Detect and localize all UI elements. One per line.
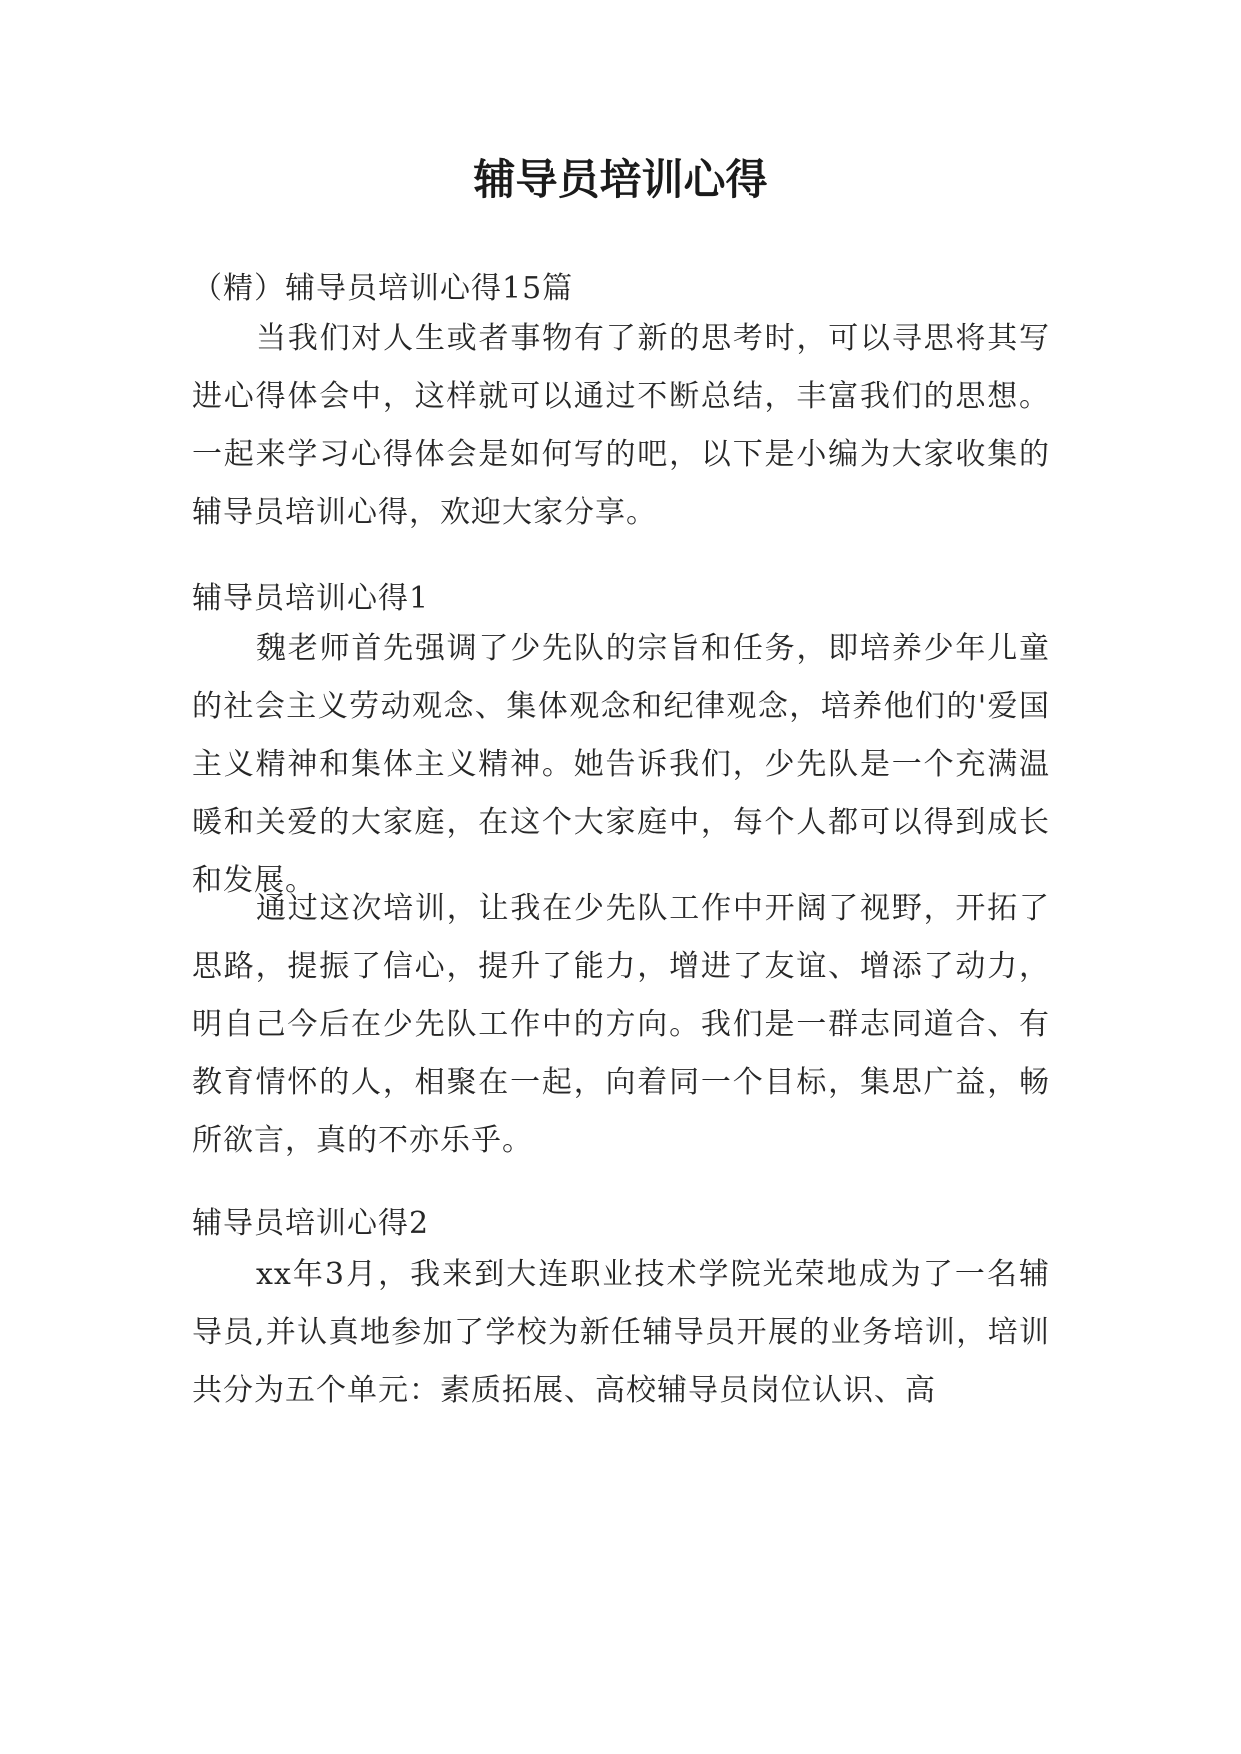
section-1-paragraph-2: 通过这次培训，让我在少先队工作中开阔了视野，开拓了思路，提振了信心，提升了能力，增进了友谊、增添了动力，明自己今后在少先队工作中的方向。我们是一群志同道合、有教育情怀的人，相聚在一起，向着同一个目标，集思广益，畅所欲言，真的不亦乐乎。 xyxy=(192,891,1050,1158)
document-subtitle: （精）辅导员培训心得15篇 xyxy=(192,271,574,306)
section-heading-1: 辅导员培训心得1 xyxy=(192,581,430,616)
section-heading-2: 辅导员培训心得2 xyxy=(192,1206,430,1241)
intro-paragraph: 当我们对人生或者事物有了新的思考时，可以寻思将其写进心得体会中，这样就可以通过不断总结，丰富我们的思想。一起来学习心得体会是如何写的吧，以下是小编为大家收集的辅导员培训心得，欢迎大家分享。 xyxy=(192,321,1050,530)
section-1-paragraph-1: 魏老师首先强调了少先队的宗旨和任务，即培养少年儿童的社会主义劳动观念、集体观念和纪律观念，培养他们的'爱国主义精神和集体主义精神。她告诉我们，少先队是一个充满温暖和关爱的大家庭，在这个大家庭中，每个人都可以得到成长和发展。 xyxy=(192,631,1050,898)
section-2-paragraph-1: xx年3月，我来到大连职业技术学院光荣地成为了一名辅导员,并认真地参加了学校为新任辅导员开展的业务培训，培训共分为五个单元：素质拓展、高校辅导员岗位认识、高 xyxy=(192,1257,1050,1408)
document-title: 辅导员培训心得 xyxy=(473,155,768,204)
